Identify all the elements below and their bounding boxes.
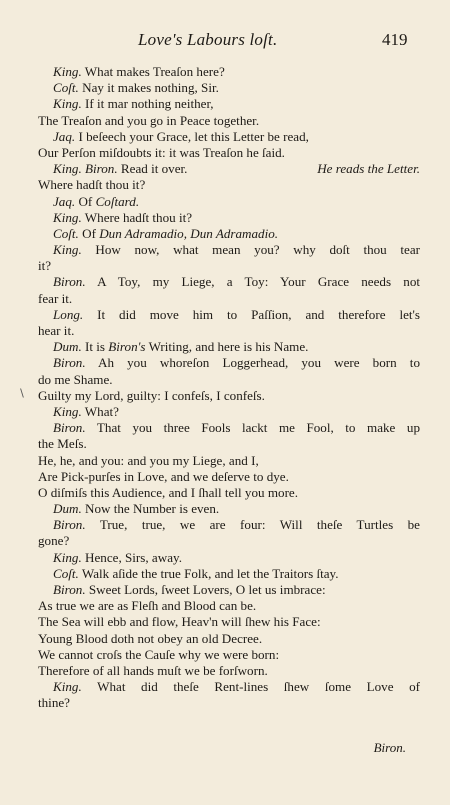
text-line (38, 550, 420, 566)
text-line (38, 420, 420, 436)
line-text: the Meſs. (38, 436, 87, 452)
speaker-name: King. Biron. (53, 161, 118, 177)
stage-direction: He reads the Letter. (317, 161, 420, 177)
line-text: fear it. (38, 290, 73, 306)
speaker-name: Biron. (53, 582, 86, 597)
line-text: That you three Fools lackt me Fool, to make up (85, 420, 420, 436)
line-text: hear it. (38, 323, 75, 338)
text-line (38, 485, 420, 501)
text-line (38, 291, 420, 307)
speaker-name: Biron. (53, 517, 86, 533)
text-line (38, 582, 420, 598)
line-text: True, true, we are four: Will theſe Turtles be (85, 517, 420, 533)
speaker-name: King. (53, 679, 82, 695)
text-line (38, 226, 420, 242)
play-text (38, 64, 420, 712)
line-text: Young Blood doth not obey an old Decree. (38, 630, 263, 646)
running-title: Love's Labours loſt. (138, 30, 278, 49)
text-line (38, 647, 420, 663)
italic-text: Biron's (108, 339, 146, 355)
speaker-name: Biron. (53, 355, 86, 371)
speaker-name: Jaq. (53, 128, 76, 144)
catchword: Biron. (373, 740, 406, 755)
page-number: 419 (382, 30, 408, 49)
line-text: Writing, and here is his Name. (145, 339, 309, 355)
line-text: Guilty my Lord, guilty: I confeſs, I confeſs. (38, 387, 265, 403)
text-line (38, 242, 420, 258)
line-text: If it mar nothing neither, (81, 96, 214, 112)
line-text: It is (81, 339, 109, 355)
line-text: I beſeech your Grace, let this Letter be read, (75, 128, 309, 144)
text-line (38, 210, 420, 226)
text-line (38, 663, 420, 679)
speaker-name: King. (53, 242, 82, 258)
line-text: O diſmiſs this Audience, and I ſhall tell you more. (38, 484, 299, 500)
speaker-name: King. (53, 549, 82, 565)
line-text: Are Pick-purſes in Love, and we deſerve to dye. (38, 468, 289, 484)
line-text: Therefore of all hands muſt we be forſworn. (38, 662, 268, 678)
text-line (38, 80, 420, 96)
speaker-name: King. (53, 403, 82, 419)
speaker-name: Coſt. (53, 225, 79, 241)
line-text: gone? (38, 533, 70, 549)
line-text: Nay it makes nothing, Sir. (78, 80, 219, 96)
text-line (38, 194, 420, 210)
line-text: Our Perſon miſdoubts it: it was Treaſon he ſaid. (38, 144, 285, 160)
speaker-name: Jaq. (53, 193, 76, 209)
page-header (0, 30, 450, 54)
text-line (38, 679, 420, 695)
text-line (38, 355, 420, 371)
line-text: It did move him to Paſſion, and therefore let's (83, 306, 420, 322)
speaker-name: Dum. (53, 339, 82, 355)
line-text: Of (78, 225, 100, 241)
text-line (38, 177, 420, 193)
line-text: The Treaſon and you go in Peace together. (38, 112, 260, 128)
line-text: We cannot croſs the Cauſe why we were born: (38, 646, 280, 662)
text-line (38, 161, 420, 177)
speaker-name: Coſt. (53, 80, 79, 96)
line-text: What makes Treaſon here? (81, 64, 225, 79)
line-text: How now, what mean you? why doſt thou tear (81, 242, 420, 258)
speaker-name: Biron. (53, 274, 86, 290)
text-line (38, 96, 420, 112)
margin-mark: ∖ (18, 388, 26, 400)
text-line (38, 404, 420, 420)
text-line (38, 695, 420, 711)
line-text: Sweet Lords, ſweet Lovers, O let us imbrace: (85, 582, 326, 597)
line-text: The Sea will ebb and flow, Heav'n will ſhew his Face: (38, 614, 321, 630)
line-text: thine? (38, 695, 70, 711)
text-line (38, 145, 420, 161)
speaker-name: King. (53, 209, 82, 225)
text-line (38, 388, 420, 404)
text-line (38, 631, 420, 647)
line-text: Read it over. (117, 161, 188, 177)
text-line (38, 517, 420, 533)
text-line (38, 501, 420, 517)
italic-text: Dun Adramadio, Dun Adramadio. (99, 225, 279, 241)
line-text: Where hadſt thou it? (81, 209, 193, 225)
text-line (38, 274, 420, 290)
line-text: Now the Number is even. (81, 501, 220, 517)
line-text: What? (81, 403, 119, 419)
text-line (38, 64, 420, 80)
text-line (38, 598, 420, 614)
line-text: Of (75, 193, 96, 209)
text-line (38, 614, 420, 630)
text-line (38, 533, 420, 549)
speaker-name: King. (53, 96, 82, 112)
text-line (38, 258, 420, 274)
text-line (38, 307, 420, 323)
text-line (38, 323, 420, 339)
speaker-name: Long. (53, 306, 84, 322)
line-text: What did theſe Rent-lines ſhew ſome Love of (81, 679, 420, 695)
speaker-name: King. (53, 64, 82, 79)
text-line (38, 453, 420, 469)
line-text: Ah you whoreſon Loggerhead, you were born to (85, 355, 420, 371)
line-text: As true we are as Fleſh and Blood can be. (38, 598, 257, 614)
speaker-name: Biron. (53, 420, 86, 436)
speaker-name: Dum. (53, 501, 82, 517)
line-text: A Toy, my Liege, a Toy: Your Grace needs not (85, 274, 420, 290)
text-line (38, 469, 420, 485)
text-line (38, 129, 420, 145)
line-text: Walk aſide the true Folk, and let the Traitors ſtay. (78, 565, 339, 581)
text-line (38, 339, 420, 355)
line-text: Where hadſt thou it? (38, 177, 146, 193)
text-line (38, 436, 420, 452)
italic-text: Coſtard. (95, 193, 140, 209)
line-text: He, he, and you: and you my Liege, and I, (38, 452, 259, 468)
line-text: Hence, Sirs, away. (81, 549, 182, 565)
text-line (38, 113, 420, 129)
text-line (38, 566, 420, 582)
line-text: it? (38, 258, 52, 274)
speaker-name: Coſt. (53, 565, 79, 581)
line-text: do me Shame. (38, 371, 113, 387)
text-line (38, 372, 420, 388)
